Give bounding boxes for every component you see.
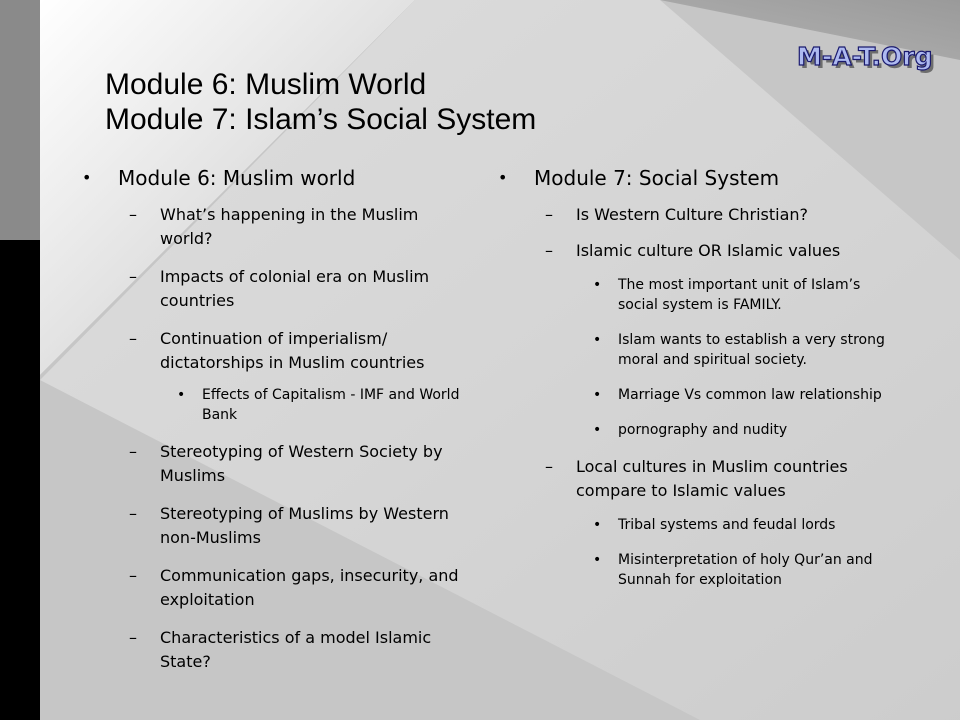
bullet-icon: •	[82, 168, 92, 187]
sub-list-item-text: pornography and nudity	[618, 422, 788, 438]
dash-icon: –	[545, 241, 553, 260]
dash-icon: –	[129, 329, 137, 348]
list-item	[82, 203, 467, 251]
bullet-icon: •	[593, 387, 602, 403]
bullet-icon: •	[593, 332, 602, 348]
dash-icon: –	[545, 457, 553, 476]
sub-list-item-text: Tribal systems and feudal lords	[618, 517, 836, 533]
list-item-text: Impacts of colonial era on Muslim countries	[160, 267, 430, 310]
list-item-text: Is Western Culture Christian?	[576, 205, 808, 224]
left-heading: Module 6: Muslim world	[118, 166, 356, 190]
list-item	[82, 440, 467, 488]
sub-list-item-text: Marriage Vs common law relationship	[618, 387, 882, 403]
dash-icon: –	[129, 205, 137, 224]
sub-list-item-text: Islam wants to establish a very strong moral and spiritual society.	[618, 332, 885, 368]
bullet-icon: •	[593, 552, 602, 568]
site-logo: M-A-T.Org	[797, 42, 933, 71]
sub-list-item	[498, 515, 898, 535]
sub-list-item	[82, 385, 467, 425]
sub-list-item	[498, 420, 898, 440]
slide-title	[105, 67, 536, 137]
bullet-icon: •	[498, 168, 508, 187]
list-item-text: Characteristics of a model Islamic State?	[160, 628, 432, 671]
list-item	[498, 239, 898, 263]
sub-list-item	[498, 330, 898, 370]
list-item-text: What’s happening in the Muslim world?	[160, 205, 419, 248]
list-item	[498, 203, 898, 227]
dash-icon: –	[545, 205, 553, 224]
list-item-text: Islamic culture OR Islamic values	[576, 241, 841, 260]
list-item-text: Continuation of imperialism/ dictatorships in Muslim countries	[160, 329, 425, 372]
sub-list-item-text: The most important unit of Islam’s social system is FAMILY.	[618, 277, 861, 313]
dash-icon: –	[129, 504, 137, 523]
list-item	[82, 327, 467, 375]
list-item	[82, 564, 467, 612]
list-item-text: Stereotyping of Western Society by Muslims	[160, 442, 443, 485]
right-heading: Module 7: Social System	[534, 166, 780, 190]
bullet-icon: •	[593, 517, 602, 533]
sub-list-item-text: Misinterpretation of holy Qur’an and Sunnah for exploitation	[618, 552, 873, 588]
left-heading-item	[82, 165, 467, 191]
right-column	[498, 165, 898, 605]
bullet-icon: •	[593, 422, 602, 438]
list-item-text: Local cultures in Muslim countries compare to Islamic values	[576, 457, 848, 500]
title-line-2: Module 7: Islam’s Social System	[105, 103, 537, 136]
sub-list-item	[498, 275, 898, 315]
left-accent-bar-top	[0, 0, 40, 240]
title-line-1: Module 6: Muslim World	[105, 68, 427, 101]
left-accent-bar-bottom	[0, 240, 40, 720]
left-column	[82, 165, 467, 688]
dash-icon: –	[129, 442, 137, 461]
sub-list-item	[498, 385, 898, 405]
list-item	[498, 455, 898, 503]
sub-list-item-text: Effects of Capitalism - IMF and World Bank	[202, 387, 460, 423]
dash-icon: –	[129, 566, 137, 585]
bullet-icon: •	[177, 387, 186, 403]
list-item-text: Stereotyping of Muslims by Western non-Muslims	[160, 504, 449, 547]
dash-icon: –	[129, 267, 137, 286]
list-item	[82, 502, 467, 550]
list-item	[82, 626, 467, 674]
dash-icon: –	[129, 628, 137, 647]
sub-list-item	[498, 550, 898, 590]
list-item	[82, 265, 467, 313]
list-item-text: Communication gaps, insecurity, and exploitation	[160, 566, 459, 609]
bullet-icon: •	[593, 277, 602, 293]
right-heading-item	[498, 165, 898, 191]
